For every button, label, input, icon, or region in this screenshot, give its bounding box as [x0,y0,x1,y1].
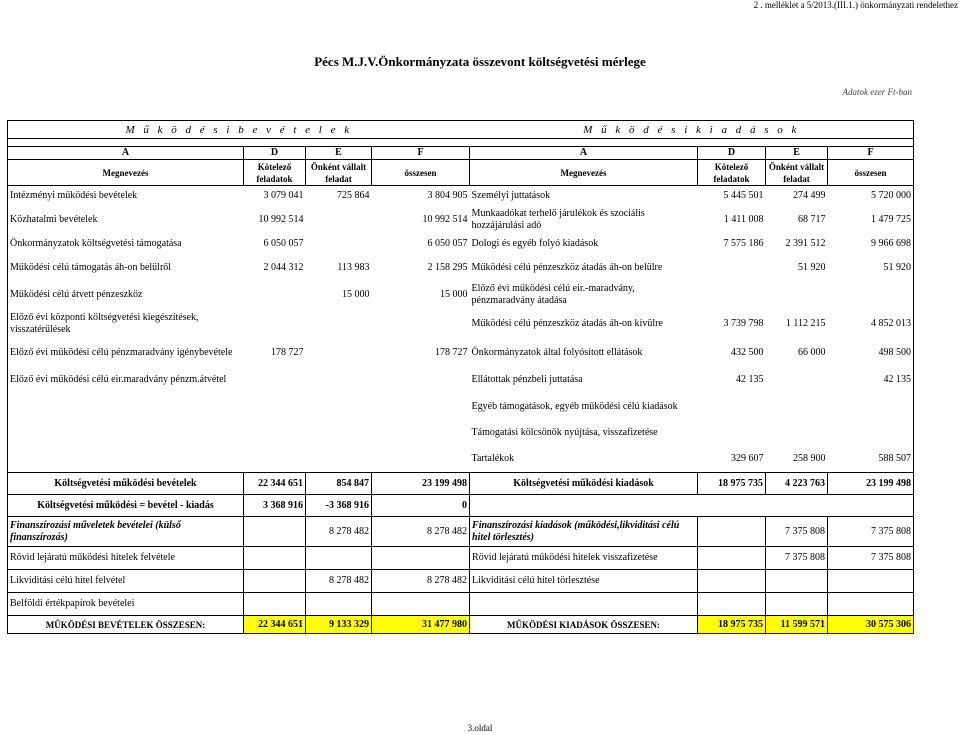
cell-value: 10 992 514 [258,214,304,225]
cell-value: 7 375 808 [766,547,828,570]
cell-value [244,517,306,547]
row-right-name: Személyi juttatások [471,190,551,202]
grand-total-row [8,616,914,634]
unit-note: Adatok ezer Ft-ban [842,87,912,97]
balance-row [8,495,914,517]
cell-value: 0 [372,495,470,517]
cell-value: 4 223 763 [766,473,828,495]
row-left-name: Előző évi működési célú eir.maradvány pénzm.átvétel [8,367,244,394]
cell-value [306,593,372,616]
page-number: 3.oldal [467,723,493,733]
cell-value: 15 000 [440,289,468,300]
section-left: M ű k ö d é s i b e v é t e l e k [8,121,470,139]
row-right-name: Likviditási célú hitel törlesztése [470,570,698,593]
cell-value [244,420,306,446]
row-right-name: Dologi és egyéb folyó kiadások [471,238,599,249]
cell-value: 4 852 013 [828,309,914,339]
cell-value: 6 050 057 [263,238,304,249]
cell-value: 274 499 [793,190,826,202]
row-left-name: Közhatalmi bevételek [8,207,244,234]
cell-value: 5 445 501 [723,190,764,202]
cell-value: 7 375 808 [828,517,914,547]
cell-value [828,420,914,446]
section-row [8,121,914,139]
table-row [8,255,914,282]
cell-value [306,339,372,367]
balance-name: Költségvetési működési = bevétel - kiadás [8,495,244,517]
cell-value: 5 720 000 [828,186,914,207]
cell-value: 22 344 651 [244,616,306,634]
row-left-name [8,446,244,473]
cell-value [306,234,372,255]
cell-value: 432 500 [731,346,764,358]
budget-table [7,120,914,634]
cell-value: 178 727 [435,346,468,358]
grand-left-name: MŰKÖDÉSI BEVÉTELEK ÖSSZESEN: [8,616,244,634]
cell-value [372,547,470,570]
col-header-osszesen: összesen [372,160,470,186]
table-row [8,339,914,367]
cell-value: 9 966 698 [828,234,914,255]
cell-value: 18 975 735 [698,616,766,634]
table-row [8,593,914,616]
row-right-name: Ellátottak pénzbeli juttatása [471,374,583,385]
row-right-name: Rövid lejáratú működési hitelek visszafizetése [470,547,698,570]
cell-value [372,593,470,616]
cell-value [766,367,828,394]
table-row [8,570,914,593]
cell-value: 51 920 [798,262,826,273]
cell-value: 10 992 514 [422,214,468,225]
cell-value: 3 368 916 [244,495,306,517]
table-row [8,282,914,309]
table-row [8,207,914,234]
cell-value: 498 500 [828,339,914,367]
cell-value [698,593,766,616]
column-letter-row [8,147,914,160]
cell-value: 329 607 [731,452,764,464]
cell-value [244,394,306,420]
cell-value: 7 375 808 [828,547,914,570]
col-letter: F [372,147,470,160]
col-header-name: Megnevezés [8,160,244,186]
row-right-name: Működési célú pénzeszköz átadás áh-on belülre [471,262,663,273]
cell-value: 9 133 329 [306,616,372,634]
col-header-kotelezo: Kötelező feladatok [244,160,306,186]
col-header-osszesen: összesen [828,160,914,186]
totals-row [8,473,914,495]
cell-value: 2 044 312 [263,262,304,273]
cell-value [244,282,306,309]
table-row [8,446,914,473]
cell-value [244,547,306,570]
row-right-name: Előző évi működési célú eir.-maradvány, pénzmaradvány átadása [471,283,635,306]
row-right-name: Egyéb támogatások, egyéb működési célú kiadások [471,400,678,412]
cell-value: 51 920 [828,255,914,282]
cell-value: 1 411 008 [723,214,764,225]
cell-value [244,593,306,616]
cell-value [244,367,306,394]
row-left-name: Intézményi működési bevételek [8,186,244,207]
cell-value [372,367,470,394]
cell-value [698,517,766,547]
row-left-name: Rövid lejáratú működési hitelek felvétele [8,547,244,570]
row-right-name: Támogatási kölcsönök nyújtása, visszafizetése [471,426,658,438]
cell-value: 6 050 057 [427,238,468,249]
cell-value: 31 477 980 [372,616,470,634]
col-letter: A [470,147,698,160]
cell-value [306,420,372,446]
cell-value: 15 000 [342,289,370,300]
col-header-name: Megnevezés [470,160,698,186]
col-letter: D [698,147,766,160]
cell-value: 854 847 [306,473,372,495]
col-letter: E [766,147,828,160]
row-left-name [8,394,244,420]
row-right-name: Működési célú pénzeszköz átadás áh-on kívülre [471,317,663,329]
cell-value: 68 717 [798,214,826,225]
grand-right-name: MŰKÖDÉSI KIADÁSOK ÖSSZESEN: [470,616,698,634]
cell-value [698,255,766,282]
cell-value [372,420,470,446]
cell-value: 11 599 571 [766,616,828,634]
cell-value: 23 199 498 [372,473,470,495]
row-right-name: Tartalékok [471,452,515,464]
cell-value [306,367,372,394]
col-header-kotelezo: Kötelező feladatok [698,160,766,186]
cell-value [306,309,372,339]
cell-value [372,394,470,420]
cell-value: 178 727 [271,346,304,358]
row-left-name: Előző évi központi költségvetési kiegészítések, visszatérülések [8,309,244,339]
finance-row [8,517,914,547]
finance-left-name: Finanszírozási műveletek bevételei (külső finanszírozás) [8,517,244,547]
cell-value: 725 864 [337,190,370,202]
cell-value [372,309,470,339]
cell-value [828,593,914,616]
cell-value: 258 900 [793,452,826,464]
cell-value: 8 278 482 [372,570,470,593]
row-left-name: Működési célú átvett pénzeszköz [8,282,244,309]
col-header-onkent: Önként vállalt feladat [766,160,828,186]
cell-value [698,282,766,309]
cell-value [766,282,828,309]
cell-value: -3 368 916 [306,495,372,517]
cell-value: 22 344 651 [244,473,306,495]
cell-value [306,446,372,473]
cell-value: 30 575 306 [828,616,914,634]
row-left-name: Működési célú támogatás áh-on belülről [8,255,244,282]
row-left-name [8,420,244,446]
cell-value [698,394,766,420]
row-left-name: Önkormányzatok költségvetési támogatása [8,234,244,255]
cell-value: 2 391 512 [785,238,826,249]
cell-value: 8 278 482 [372,517,470,547]
row-right-name: Munkaadókat terhelő járulékok és szociális hozzájárulási adó [471,208,645,231]
annex-note: 2 . melléklet a 5/2013.(III.1.) önkormányzati rendelethez [753,0,958,10]
cell-value [244,309,306,339]
cell-value [766,570,828,593]
cell-value: 8 278 482 [306,570,372,593]
cell-value: 588 507 [828,446,914,473]
cell-value: 3 804 905 [427,190,468,202]
table-row [8,394,914,420]
table-row [8,367,914,394]
cell-value: 3 079 041 [263,190,304,202]
cell-value: 18 975 735 [698,473,766,495]
col-letter: A [8,147,244,160]
finance-right-name: Finanszírozási kiadások (működési,likviditási célú hitel törlesztés) [470,517,698,547]
cell-value [766,420,828,446]
cell-value: 2 158 295 [427,262,468,273]
row-left-name: Előző évi működési célú pénzmaradvány igénybevétele [8,339,244,367]
cell-value [698,547,766,570]
cell-value [698,420,766,446]
cell-value: 1 479 725 [828,207,914,234]
row-right-name [470,593,698,616]
totals-left-name: Költségvetési működési bevételek [8,473,244,495]
col-letter: E [306,147,372,160]
cell-value [306,394,372,420]
cell-value: 8 278 482 [306,517,372,547]
cell-value: 42 135 [828,367,914,394]
cell-value [306,207,372,234]
cell-value [828,282,914,309]
cell-value: 66 000 [798,346,826,358]
cell-value: 1 112 215 [785,317,826,329]
column-header-row [8,160,914,186]
cell-value [766,593,828,616]
table-row [8,309,914,339]
cell-value [828,570,914,593]
totals-right-name: Költségvetési működési kiadások [470,473,698,495]
cell-value: 3 739 798 [723,317,764,329]
table-row [8,234,914,255]
page-title: Pécs M.J.V.Önkormányzata összevont költségvetési mérlege [314,54,646,69]
row-right-name: Önkormányzatok által folyósított ellátások [471,346,643,358]
cell-value [828,394,914,420]
table-row [8,547,914,570]
col-letter: F [828,147,914,160]
cell-value: 7 375 808 [766,517,828,547]
cell-value [698,570,766,593]
section-right: M ű k ö d é s i k i a d á s o k [470,121,914,139]
cell-value: 7 575 186 [723,238,764,249]
row-left-name: Likviditási célú hitel felvétel [8,570,244,593]
cell-value: 113 983 [337,262,370,273]
cell-value: 42 135 [736,374,764,385]
table-row [8,186,914,207]
cell-value [766,394,828,420]
cell-value: 23 199 498 [828,473,914,495]
cell-value [244,570,306,593]
cell-value [372,446,470,473]
col-letter: D [244,147,306,160]
row-left-name: Belföldi értékpapírok bevételei [8,593,244,616]
col-header-onkent: Önként vállalt feladat [306,160,372,186]
cell-value [306,547,372,570]
cell-value [244,446,306,473]
table-row [8,420,914,446]
